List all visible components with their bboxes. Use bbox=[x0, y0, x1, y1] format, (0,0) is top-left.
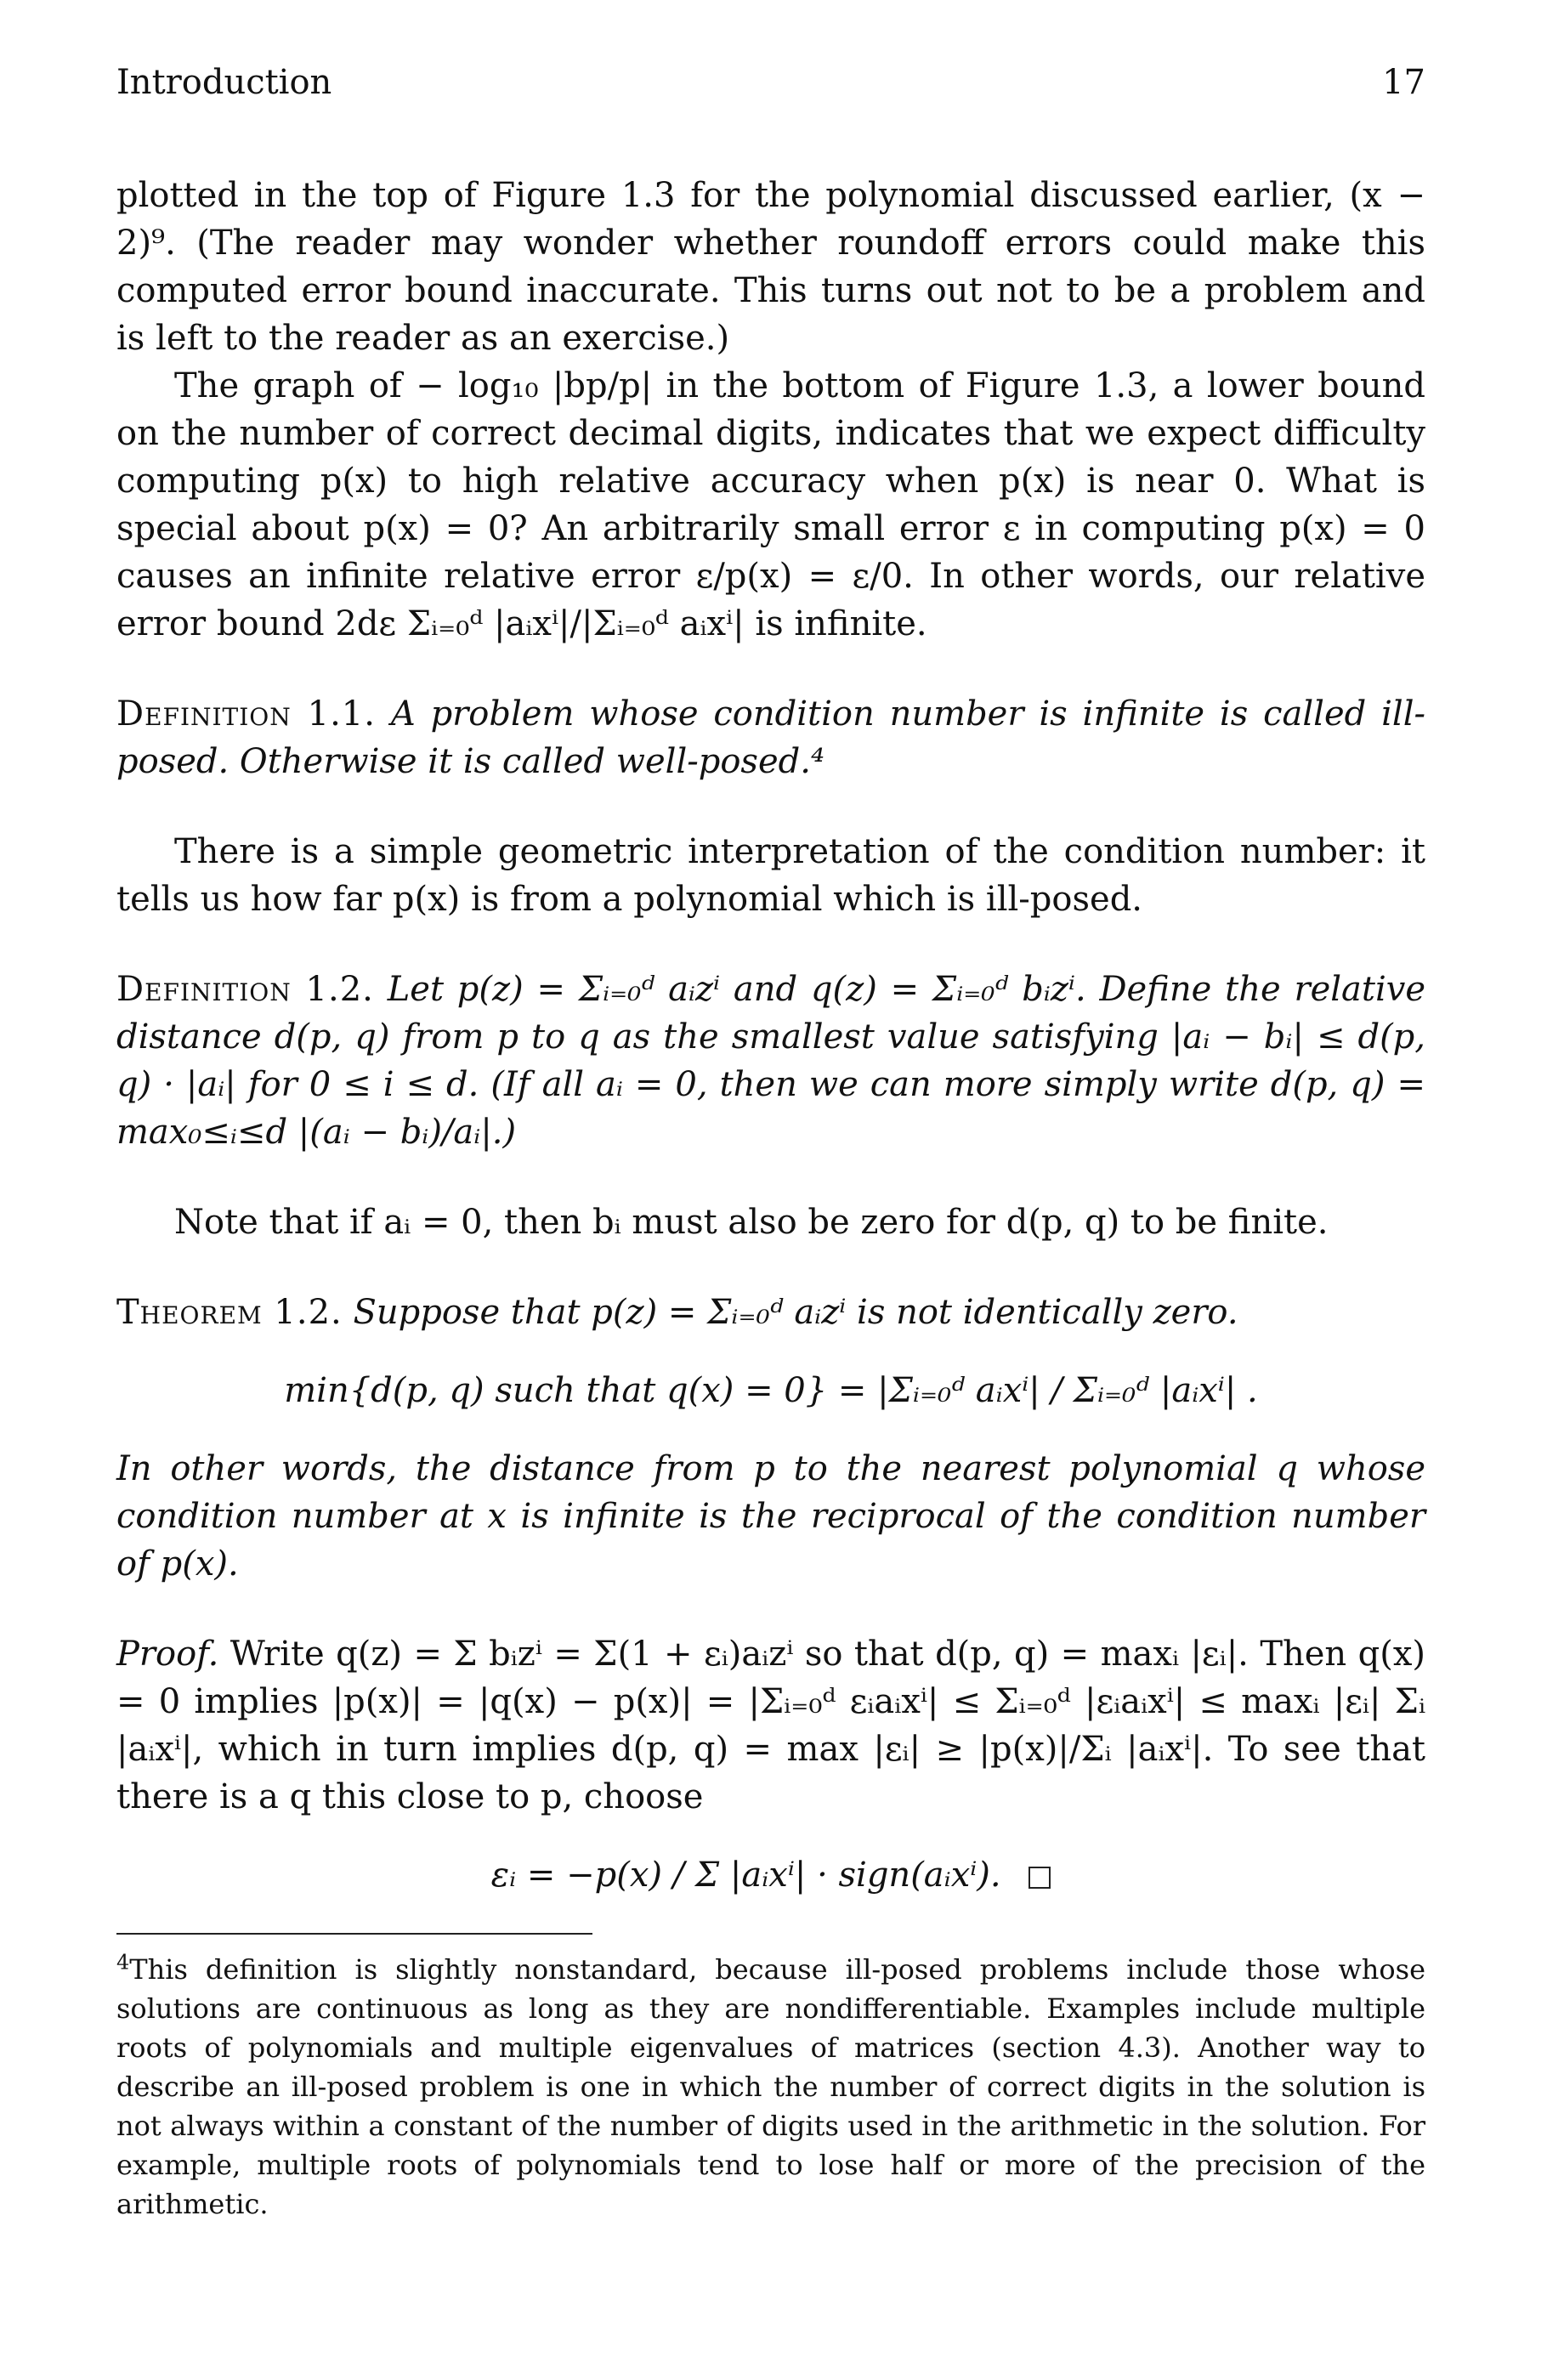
definition-1-1 bbox=[116, 690, 1425, 785]
page-number: 17 bbox=[1382, 63, 1425, 102]
definition-1-2-text: Let p(z) = Σᵢ₌₀ᵈ aᵢzⁱ and q(z) = Σᵢ₌₀ᵈ bᵢzⁱ. Define the relative distance d(p, q) from p to q as the smallest value satisfying |aᵢ − bᵢ| ≤ d(p, q) · |aᵢ| for 0 ≤ i ≤ d. (If all aᵢ = 0, then we can more simply write d(p, q) = max₀≤ᵢ≤d |(aᵢ − bᵢ)/aᵢ|.) bbox=[116, 970, 1426, 1152]
theorem-1-2-text: Suppose that p(z) = Σᵢ₌₀ᵈ aᵢzⁱ is not identically zero. bbox=[353, 1293, 1238, 1332]
proof-text: Write q(z) = Σ bᵢzⁱ = Σ(1 + εᵢ)aᵢzⁱ so that d(p, q) = maxᵢ |εᵢ|. Then q(x) = 0 implies |p(x)| = |q(x) − p(x)| = |Σᵢ₌₀ᵈ εᵢaᵢxⁱ| ≤ Σᵢ₌₀ᵈ |εᵢaᵢxⁱ| ≤ maxᵢ |εᵢ| Σᵢ |aᵢxⁱ|, which in turn implies d(p, q) = max |εᵢ| ≥ |p(x)|/Σᵢ |aᵢxⁱ|. To see that there is a q this close to p, choose bbox=[116, 1635, 1425, 1816]
paragraph-3: There is a simple geometric interpretation of the condition number: it tells us how far p(x) is from a polynomial which is ill-posed. bbox=[116, 832, 1425, 919]
paragraph-4: Note that if aᵢ = 0, then bᵢ must also be zero for d(p, q) to be finite. bbox=[174, 1203, 1329, 1242]
footnote-rule bbox=[116, 1933, 592, 1935]
proof bbox=[116, 1630, 1425, 1821]
footnote-marker: 4 bbox=[116, 1950, 130, 1975]
definition-1-2 bbox=[116, 966, 1425, 1156]
qed-box-icon bbox=[1028, 1867, 1051, 1889]
footnote-text: This definition is slightly nonstandard, because ill-posed problems include those whose solutions are continuous as long as they are nondifferentiable. Examples include multiple roots of polynomials and multiple eigenvalues of matrices (section 4.3). Another way to describe an ill-posed problem is one in which the number of correct digits in the solution is not always within a constant of the number of digits used in the arithmetic in the solution. For example, multiple roots of polynomials tend to lose half or more of the precision of the arithmetic. bbox=[116, 1953, 1425, 2220]
running-title: Introduction bbox=[116, 63, 332, 102]
paragraph-1: plotted in the top of Figure 1.3 for the polynomial discussed earlier, (x − 2)⁹. (The reader may wonder whether roundoff errors could make this computed error bound inaccurate. This turns out not to be a problem and is left to the reader as an exercise.) bbox=[116, 176, 1425, 358]
theorem-1-2-remark: In other words, the distance from p to the nearest polynomial q whose condition number at x is infinite is the reciprocal of the condition number of p(x). bbox=[116, 1449, 1425, 1584]
main-text bbox=[116, 172, 1425, 2224]
theorem-1-2-label: Theorem 1.2. bbox=[116, 1293, 343, 1332]
paragraph-2: The graph of − log₁₀ |bp/p| in the bottom of Figure 1.3, a lower bound on the number of correct decimal digits, indicates that we expect difficulty computing p(x) to high relative accuracy when p(x) is near 0. What is special about p(x) = 0? An arbitrarily small error ε in computing p(x) = 0 causes an infinite relative error ε/p(x) = ε/0. In other words, our relative error bound 2dε Σᵢ₌₀ᵈ |aᵢxⁱ|/|Σᵢ₌₀ᵈ aᵢxⁱ| is infinite. bbox=[116, 366, 1425, 643]
proof-equation bbox=[116, 1851, 1425, 1899]
definition-1-1-label: Definition 1.1. bbox=[116, 694, 376, 734]
footnote bbox=[116, 1950, 1425, 2224]
page bbox=[116, 54, 1425, 2224]
theorem-1-2-equation: min{d(p, q) such that q(x) = 0} = |Σᵢ₌₀ᵈ aᵢxⁱ| / Σᵢ₌₀ᵈ |aᵢxⁱ| . bbox=[284, 1371, 1258, 1410]
theorem-1-2 bbox=[116, 1289, 1425, 1336]
definition-1-2-label: Definition 1.2. bbox=[116, 970, 374, 1009]
definition-1-1-text: A problem whose condition number is infinite is called ill-posed. Otherwise it is called well-posed.⁴ bbox=[116, 694, 1425, 781]
running-header bbox=[116, 54, 1425, 105]
proof-label: Proof. bbox=[116, 1635, 219, 1674]
proof-equation-text: εᵢ = −p(x) / Σ |aᵢxⁱ| · sign(aᵢxⁱ). bbox=[490, 1856, 1001, 1895]
